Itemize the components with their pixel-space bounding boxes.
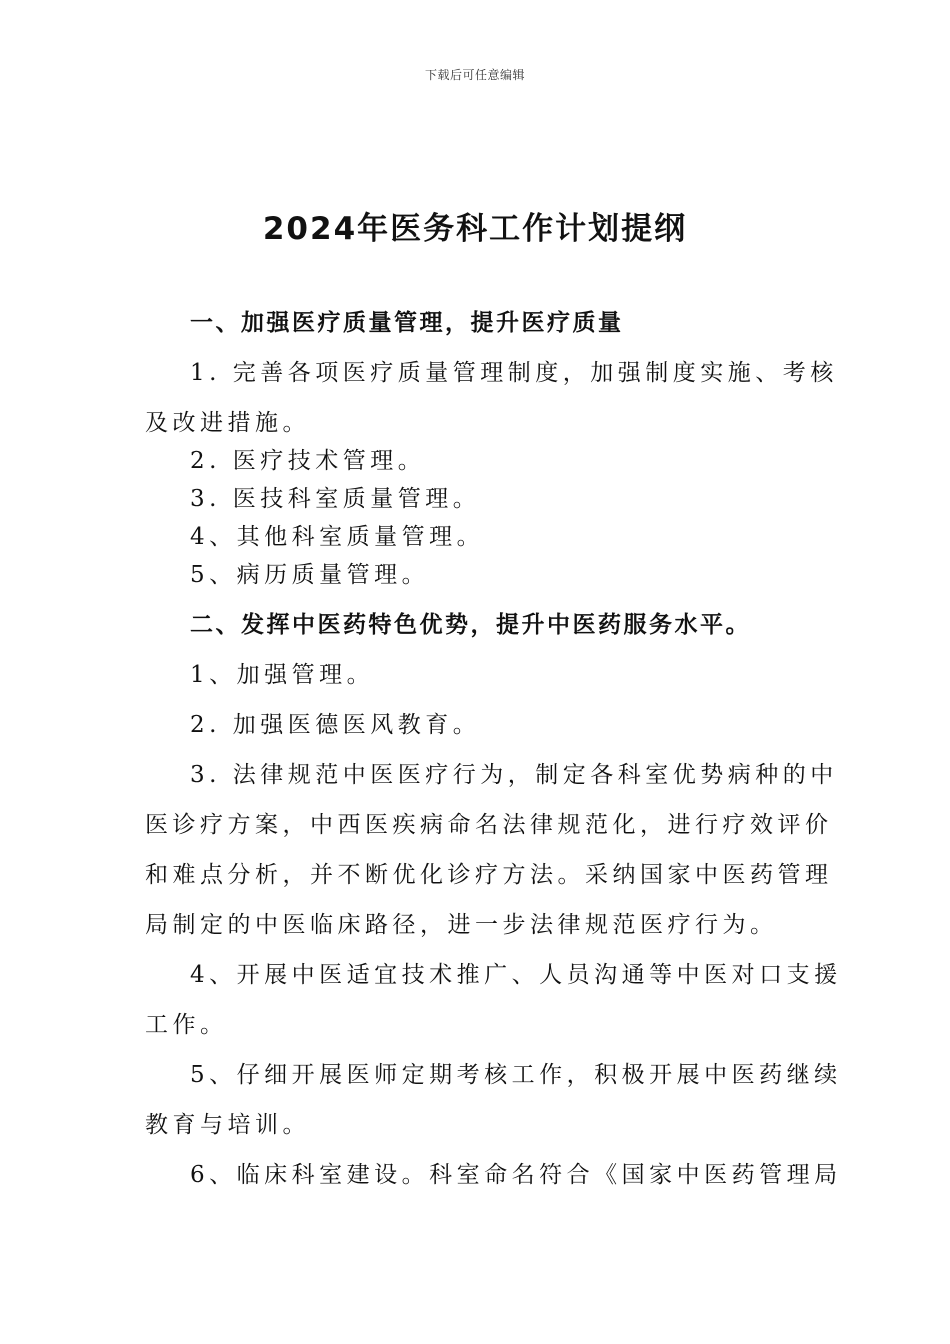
paragraph-line: 5、仔细开展医师定期考核工作，积极开展中医药继续 (190, 1062, 842, 1088)
paragraph-line: 医诊疗方案，中西医疾病命名法律规范化，进行疗效评价 (145, 812, 833, 838)
paragraph-line: 3. 法律规范中医医疗行为，制定各科室优势病种的中 (190, 762, 838, 788)
paragraph-line: 4、开展中医适宜技术推广、人员沟通等中医对口支援 (190, 962, 842, 988)
paragraph-line: 3. 医技科室质量管理。 (190, 486, 481, 512)
paragraph-line: 1、加强管理。 (190, 662, 375, 688)
paragraph-line: 及改进措施。 (145, 410, 310, 436)
paragraph-line: 工作。 (145, 1012, 228, 1038)
paragraph-line: 2. 加强医德医风教育。 (190, 712, 481, 738)
paragraph-line: 教育与培训。 (145, 1112, 310, 1138)
document-title: 2024年医务科工作计划提纲 (262, 211, 688, 247)
section-heading-2: 二、发挥中医药特色优势，提升中医药服务水平。 (190, 612, 751, 638)
paragraph-line: 6、临床科室建设。科室命名符合《国家中医药管理局 (190, 1162, 842, 1188)
header-note: 下载后可任意编辑 (424, 68, 525, 82)
section-heading-1: 一、加强医疗质量管理，提升医疗质量 (190, 310, 624, 336)
paragraph-line: 和难点分析，并不断优化诊疗方法。采纳国家中医药管理 (145, 862, 833, 888)
paragraph-line: 5、病历质量管理。 (190, 562, 430, 588)
paragraph-line: 1. 完善各项医疗质量管理制度，加强制度实施、考核 (190, 360, 838, 386)
paragraph-line: 4、其他科室质量管理。 (190, 524, 485, 550)
paragraph-line: 2. 医疗技术管理。 (190, 448, 426, 474)
paragraph-line: 局制定的中医临床路径，进一步法律规范医疗行为。 (145, 912, 778, 938)
